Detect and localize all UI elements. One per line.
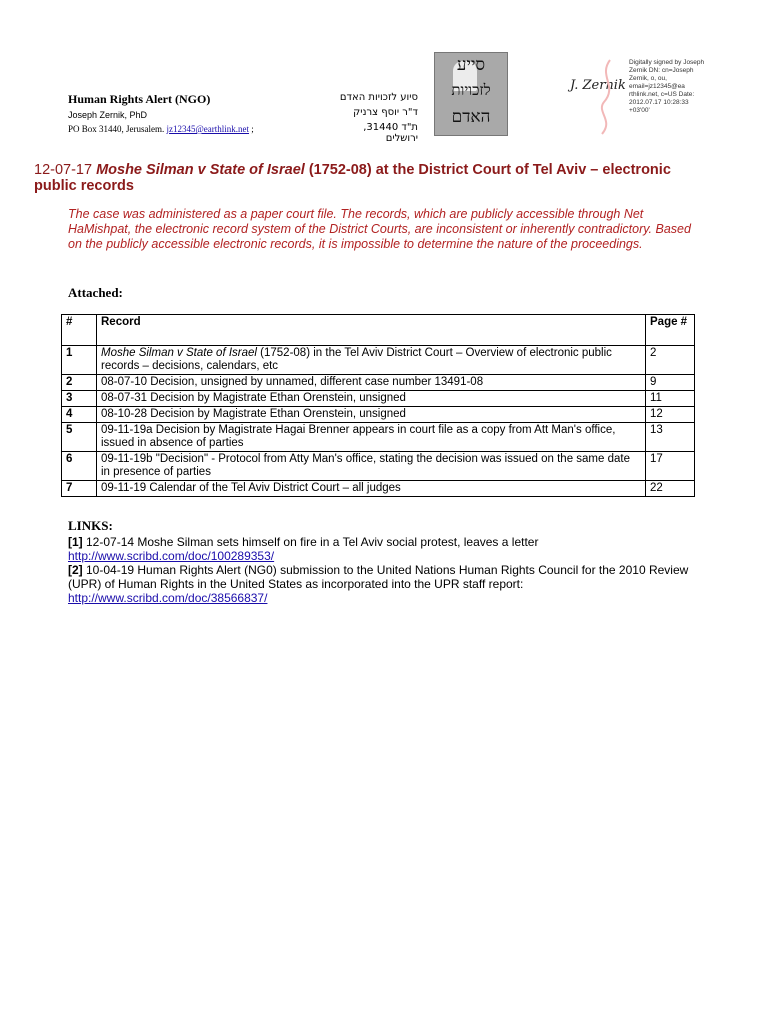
row-record: 09-11-19a Decision by Magistrate Hagai Brenner appears in court file as a copy from Att Man's office, issued in absence of parties [97,423,646,452]
hebrew-person-name: ד"ר יוסף צרניק [353,107,418,118]
table-row [62,391,695,407]
address-prefix: PO Box 31440, Jerusalem. [68,124,167,134]
row-page: 11 [646,391,695,407]
row-num: 5 [62,423,97,452]
row-num: 1 [62,346,97,375]
headline-case: Moshe Silman v State of Israel [96,162,305,178]
table-row [62,481,695,497]
digital-signature-info: Digitally signed by Joseph Zernik DN: cn=Joseph Zernik, o, ou, email=jz12345@ea rthlink.net, c=US Date: 2012.07.17 10:28:33 +03'00' [629,59,705,114]
row-num: 6 [62,452,97,481]
row-num: 7 [62,481,97,497]
header-page: Page # [646,315,695,346]
row-page: 2 [646,346,695,375]
hebrew-org-name: סיוע לזכויות האדם [339,92,418,103]
person-name: Joseph Zernik, PhD [68,110,148,120]
row-page: 12 [646,407,695,423]
address-line [68,124,254,134]
row-page: 13 [646,423,695,452]
link-item-2 [68,563,698,605]
link-url[interactable]: http://www.scribd.com/doc/100289353/ [68,549,275,563]
org-name: Human Rights Alert (NGO) [68,92,211,106]
table-row [62,375,695,391]
link-text: 12-07-14 Moshe Silman sets himself on fire in a Tel Aviv social protest, leaves a letter [82,535,539,549]
row-record: 08-07-10 Decision, unsigned by unnamed, different case number 13491-08 [97,375,646,391]
row-num: 4 [62,407,97,423]
row-page: 9 [646,375,695,391]
row-record [97,346,646,375]
row-record-text: (1752-08) in the Tel Aviv District Court – Overview of electronic public records – decisions, calendars, etc [101,347,612,372]
headline-date: 12-07-17 [34,162,93,178]
links-heading: LINKS: [68,518,113,533]
link-text: 10-04-19 Human Rights Alert (NG0) submission to the United Nations Human Rights Council for the 2010 Review (UPR) of Human Rights in the United States as incorporated into the UPR staff report: [68,563,689,591]
row-record: 09-11-19 Calendar of the Tel Aviv District Court – all judges [97,481,646,497]
link-item-1 [68,535,698,563]
headline-rest: (1752-08) at the District Court of Tel Aviv – electronic public records [34,162,671,194]
header-record: Record [97,315,646,346]
attached-label: Attached: [68,285,123,300]
document-headline [34,162,714,194]
row-num: 2 [62,375,97,391]
organization-logo [434,52,508,136]
table-row [62,407,695,423]
logo-text-1: סייע [456,55,486,75]
link-ref: [2] [68,563,83,577]
link-url[interactable]: http://www.scribd.com/doc/38566837/ [68,591,268,605]
signature-mark-icon [592,56,622,136]
logo-text-2: לזכויות [451,81,491,99]
link-ref: [1] [68,535,83,549]
row-record: 09-11-19b "Decision" - Protocol from Atty Man's office, stating the decision was issued on the same date in presence of parties [97,452,646,481]
row-page: 22 [646,481,695,497]
logo-text-3: האדם [451,107,491,127]
case-summary: The case was administered as a paper court file. The records, which are publicly accessible through Net HaMishpat, the electronic record system of the District Courts, are inconsistent or inherently contradictory. Based on the publicly accessible electronic records, it is impossible to determine the nature of the proceedings. [68,207,691,251]
table-row [62,423,695,452]
row-record-italic: Moshe Silman v State of Israel [101,347,257,359]
table-row [62,346,695,375]
row-num: 3 [62,391,97,407]
records-table [61,314,695,497]
table-row [62,452,695,481]
address-suffix: ; [249,124,254,134]
row-record: 08-07-31 Decision by Magistrate Ethan Orenstein, unsigned [97,391,646,407]
table-header-row [62,315,695,346]
hebrew-address: ת"ד 31440, ירושלים [363,122,418,144]
handwritten-signature: J. Zernik [570,78,626,93]
row-record: 08-10-28 Decision by Magistrate Ethan Orenstein, unsigned [97,407,646,423]
row-page: 17 [646,452,695,481]
email-link[interactable]: jz12345@earthlink.net [166,124,250,134]
header-num: # [62,315,97,346]
